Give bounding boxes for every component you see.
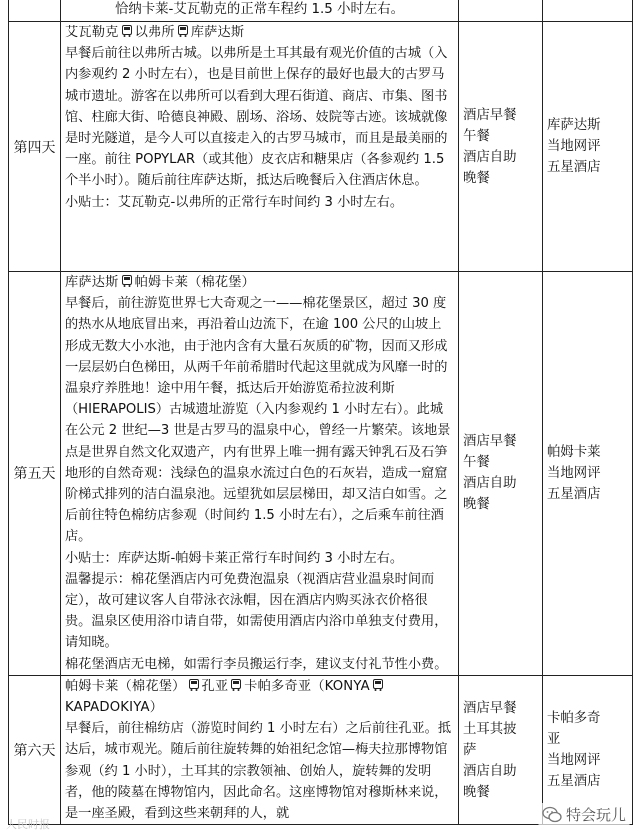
bus-icon xyxy=(231,679,241,691)
hotel-cell xyxy=(543,22,633,272)
meal-item: 晚餐 xyxy=(463,497,490,513)
paragraph: 早餐后前往以弗所古城。以弗所是土耳其最有观光价值的古城（入内参观约 2 小时左右），也是目前世上保存的最好也最大的古罗马城市遗址。游客在以弗所可以看到大理石街道、商店、市集、图书馆、柱廊大街、哈德良神殿、剧场、浴场、妓院等古迹。该城就像是时光隧道，是今人可以直接走入的古罗马城市，而且是最美丽的一座。前往 POPYLAR（或其他）皮衣店和糖果店（各参观约 1.5 个半小时）。随后前往库萨达斯，抵达后晚餐后入住酒店休息。 xyxy=(65,46,448,189)
top-note-row xyxy=(9,0,633,22)
table-row xyxy=(9,22,633,272)
bus-icon xyxy=(373,679,383,691)
hotel-line: 五星酒店 xyxy=(547,486,601,502)
meals-cell xyxy=(459,272,543,676)
hotel-line: 库萨达斯 xyxy=(547,118,601,133)
route-stop: 帕姆卡莱（棉花堡） xyxy=(65,678,186,694)
hotel-line: 当地网评 xyxy=(547,753,601,769)
route-stop: 卡帕多奇亚（KONYA xyxy=(244,678,370,694)
meal-item: 萨 xyxy=(463,742,477,758)
day-description xyxy=(61,675,459,824)
watermark-text: 特会玩儿 xyxy=(565,806,626,824)
meal-item: 酒店自助 xyxy=(463,476,517,492)
route-stop: 以弗所 xyxy=(134,25,175,40)
route-line xyxy=(65,676,454,718)
meal-item: 午餐 xyxy=(463,455,490,471)
route-stop: 库萨达斯 xyxy=(190,25,245,40)
route-stop: 孔亚 xyxy=(201,678,229,694)
day-label: 第五天 xyxy=(9,272,61,676)
route-line xyxy=(65,22,454,43)
bus-icon xyxy=(122,275,132,287)
meal-item: 酒店早餐 xyxy=(463,434,517,450)
wechat-icon xyxy=(542,806,562,824)
meal-item: 晚餐 xyxy=(463,784,490,800)
route-line xyxy=(65,272,454,293)
paragraph: 早餐后，前往棉纺店（游览时间约 1 小时左右）之后前往孔亚。抵达后，城市观光。随后前往旋转舞的始祖纪念馆—梅夫拉那博物馆参观（约 1 小时），土耳其的宗教领袖、创始人，旋转舞的发明者，他的陵墓在博物馆内，因此命名。这座博物馆对穆斯林来说，是一座圣殿，看到这些来朝拜的人，就 xyxy=(65,721,452,822)
day-description xyxy=(61,272,459,676)
meal-item: 晚餐 xyxy=(463,170,490,186)
tip-paragraph: 小贴士：艾瓦勒克-以弗所的正常行车时间约 3 小时左右。 xyxy=(65,194,404,210)
bus-icon xyxy=(122,25,132,37)
meal-item: 午餐 xyxy=(463,128,490,144)
meal-item: 土耳其披 xyxy=(463,721,517,737)
bus-icon xyxy=(178,25,188,37)
meal-item: 酒店早餐 xyxy=(463,107,517,123)
hotel-line: 亚 xyxy=(547,732,561,748)
meal-item: 酒店自助 xyxy=(463,149,517,165)
day-label: 第四天 xyxy=(9,22,61,272)
paragraph: 早餐后，前往游览世界七大奇观之一——棉花堡景区，超过 30 度的热水从地底冒出来，再沿着山边流下，在逾 100 公尺的山坡上形成无数大小水池，由于池内含有大量石灰质的矿物，因而又形成一层层奶白色梯田，从两千年前希腊时代起这里就成为风靡一时的温泉疗养胜地！途中用午餐，抵达后开始游览希拉波利斯（HIERAPOLIS）古城遗址游览（入内参观约 1 小时左右）。此城在公元 2 世纪—3 世是古罗马的温泉中心，曾经一片繁荣。该地景点是世界自然文化双遗产，内有世界上唯一拥有露天钟乳石及石笋地形的自然奇观：浅绿色的温泉水流过白色的石灰岩，造成一窟窟阶梯式排列的洁白温泉池。远望犹如层层梯田，却又洁白如雪。之后前往特色棉纺店参观（时间约 1.5 小时左右），之后乘车前往酒店。 xyxy=(65,296,451,545)
hotel-line: 五星酒店 xyxy=(547,160,601,175)
watermark-right xyxy=(538,803,630,826)
meals-cell xyxy=(459,22,543,272)
route-stop: KAPADOKIYA） xyxy=(65,700,164,716)
hotel-cell xyxy=(543,272,633,676)
watermark-left: 人民时报 xyxy=(6,818,50,831)
hotel-line: 当地网评 xyxy=(547,465,601,481)
route-stop: 艾瓦勒克 xyxy=(65,25,119,40)
hotel-line: 帕姆卡莱 xyxy=(547,444,601,460)
route-stop: 库萨达斯 xyxy=(65,275,119,290)
day-label: 第六天 xyxy=(9,675,61,824)
hotel-line: 五星酒店 xyxy=(547,774,601,790)
table-row xyxy=(9,272,633,676)
itinerary-table xyxy=(8,0,633,825)
meal-item: 酒店自助 xyxy=(463,763,517,779)
meal-item: 酒店早餐 xyxy=(463,700,517,716)
top-note: 恰纳卡莱-艾瓦勒克的正常车程约 1.5 小时左右。 xyxy=(61,0,459,22)
route-stop: 帕姆卡莱（棉花堡） xyxy=(134,275,256,290)
notice-paragraph: 温馨提示：棉花堡酒店内可免费泡温泉（视酒店营业温泉时间而定），故可建议客人自带泳衣泳帽，因在酒店内购买泳衣价格很贵。温泉区使用浴巾请自带，如需使用酒店内浴巾单独支付费用，请知晓。 xyxy=(65,571,448,651)
hotel-line: 卡帕多奇 xyxy=(547,711,601,727)
meals-cell xyxy=(459,675,543,824)
hotel-line: 当地网评 xyxy=(547,139,601,154)
tip-paragraph: 小贴士：库萨达斯-帕姆卡莱正常行车时间约 3 小时左右。 xyxy=(65,550,404,566)
bus-icon xyxy=(189,679,199,691)
notice-paragraph: 棉花堡酒店无电梯，如需行李员搬运行李，建议支付礼节性小费。 xyxy=(65,656,448,672)
day-description xyxy=(61,22,459,272)
